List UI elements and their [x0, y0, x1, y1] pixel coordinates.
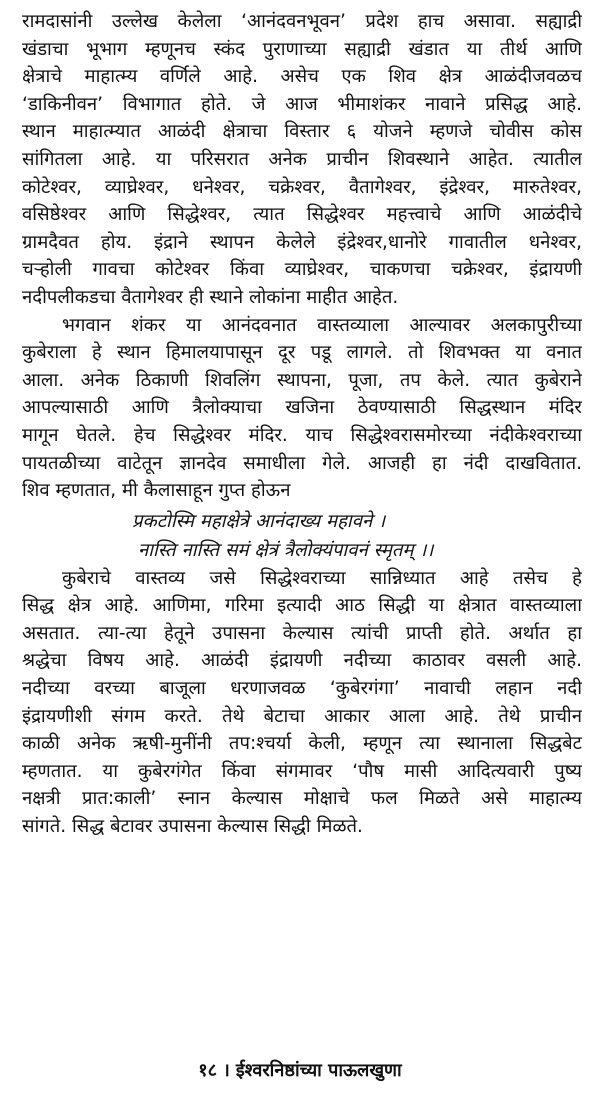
text-line: नदीपलीकडचा वैतागेश्वर ही स्थाने लोकांना माहीत आहेत.	[22, 286, 399, 308]
text-line: सिद्ध क्षेत्र आहे. आणिमा, गरिमा इत्यादी आठ सिद्धी या क्षेत्रात वास्तव्याला	[22, 595, 582, 617]
text-line: कुबेराचे वास्तव्य जसे सिद्धेश्वराच्या सान्निध्यात आहे तसेच हे	[62, 567, 582, 589]
text-line: शिव म्हणतात, मी कैलासाहून गुप्त होऊन	[22, 480, 291, 502]
text-line: आपल्यासाठी आणि त्रैलोक्याचा खजिना ठेवण्यासाठी सिद्धस्थान मंदिर	[22, 397, 582, 419]
page-footer	[0, 1058, 600, 1082]
sanskrit-verse	[22, 505, 582, 565]
page-number: १८	[198, 1060, 217, 1081]
text-line: मागून घेतले. हेच सिद्धेश्वर मंदिर. याच सिद्धेश्वरासमोरच्या नंदीकेश्वराच्या	[22, 424, 582, 446]
text-line: म्हणतात. या कुबेरगंगेत किंवा संगमावर ‘पौष मासी आदित्यवारी पुष्य	[22, 760, 582, 782]
verse-line: नास्ति नास्ति समं क्षेत्रं त्रैलोक्यंपावनं स्मृतम् ।।	[138, 539, 434, 561]
text-line: इंद्रायणीशी संगम करते. तेथे बेटाचा आकार आला आहे. तेथे प्राचीन	[22, 705, 582, 727]
book-title: ईश्वरनिष्ठांच्या पाऊलखुणा	[235, 1060, 402, 1081]
text-line: क्षेत्राचे माहात्म्य वर्णिले आहे. असेच एक शिव क्षेत्र आळंदीजवळच	[22, 66, 582, 88]
text-line: चऱ्होली गावचा कोटेश्वर किंवा व्याघ्रेश्वर, चाकणचा चक्रेश्वर, इंद्रायणी	[22, 259, 582, 281]
text-line: असतात. त्या-त्या हेतूने उपासना केल्यास त्यांची प्राप्ती होते. अर्थात हा	[22, 622, 582, 644]
text-line: भगवान शंकर या आनंदवनात वास्तव्याला आल्यावर अलकापुरीच्या	[62, 314, 582, 336]
text-line: ग्रामदैवत होय. इंद्राने स्थापन केलेले इंद्रेश्वर,धानोरे गावातील धनेश्वर,	[22, 231, 582, 253]
paragraph-2	[22, 312, 582, 505]
text-line: स्थान माहात्म्यात आळंदी क्षेत्राचा विस्तार ६ योजने म्हणजे चोवीस कोस	[22, 121, 582, 143]
text-line: कोटेश्वर, व्याघ्रेश्वर, धनेश्वर, चक्रेश्वर, वैतागेश्वर, इंद्रेश्वर, मारुतेश्वर,	[22, 176, 582, 198]
text-line: सांगते. सिद्ध बेटावर उपासना केल्यास सिद्धी मिळते.	[22, 816, 363, 838]
text-line: रामदासांनी उल्लेख केलेला ‘आनंदवनभूवन’ प्रदेश हाच असावा. सह्याद्री	[22, 11, 582, 32]
paragraph-3	[22, 565, 582, 841]
text-line: श्रद्धेचा विषय आहे. आळंदी इंद्रायणी नदीच्या काठावर वसली आहे.	[22, 650, 582, 672]
paragraph-1	[22, 8, 582, 312]
page-body	[22, 8, 582, 841]
text-line: वसिष्ठेश्वर आणि सिद्धेश्वर, त्यात सिद्धेश्वर महत्त्वाचे आणि आळंदीचे	[22, 204, 582, 226]
text-line: नदीच्या वरच्या बाजूला धरणाजवळ ‘कुबेरगंगा’ नावाची लहान नदी	[22, 678, 582, 700]
text-line: आला. अनेक ठिकाणी शिवलिंग स्थापना, पूजा, तप केले. त्यात कुबेराने	[22, 369, 582, 391]
text-line: नक्षत्री प्रात:काली’ स्नान केल्यास मोक्षाचे फल मिळते असे माहात्म्य	[22, 788, 582, 810]
text-line: काळी अनेक ऋषी-मुनींनी तप:श्चर्या केली, म्हणून त्या स्थानाला सिद्धबेट	[22, 733, 582, 755]
text-line: खंडाचा भूभाग म्हणूनच स्कंद पुराणाच्या सह्याद्री खंडात या तीर्थ आणि	[22, 38, 582, 60]
verse-line: प्रकटोस्मि महाक्षेत्रे आनंदाख्य महावने ।	[132, 510, 386, 532]
text-line: ‘डाकिनीवन’ विभागात होते. जे आज भीमाशंकर नावाने प्रसिद्ध आहे.	[22, 93, 582, 115]
text-line: कुबेराला हे स्थान हिमालयापासून दूर पडू लागले. तो शिवभक्त या वनात	[22, 342, 582, 364]
text-line: सांगितला आहे. या परिसरात अनेक प्राचीन शिवस्थाने आहेत. त्यातील	[22, 148, 582, 170]
footer-separator: ।	[223, 1060, 230, 1081]
text-line: पायतळीच्या वाटेतून ज्ञानदेव समाधीला गेले. आजही हा नंदी दाखवितात.	[22, 452, 582, 474]
